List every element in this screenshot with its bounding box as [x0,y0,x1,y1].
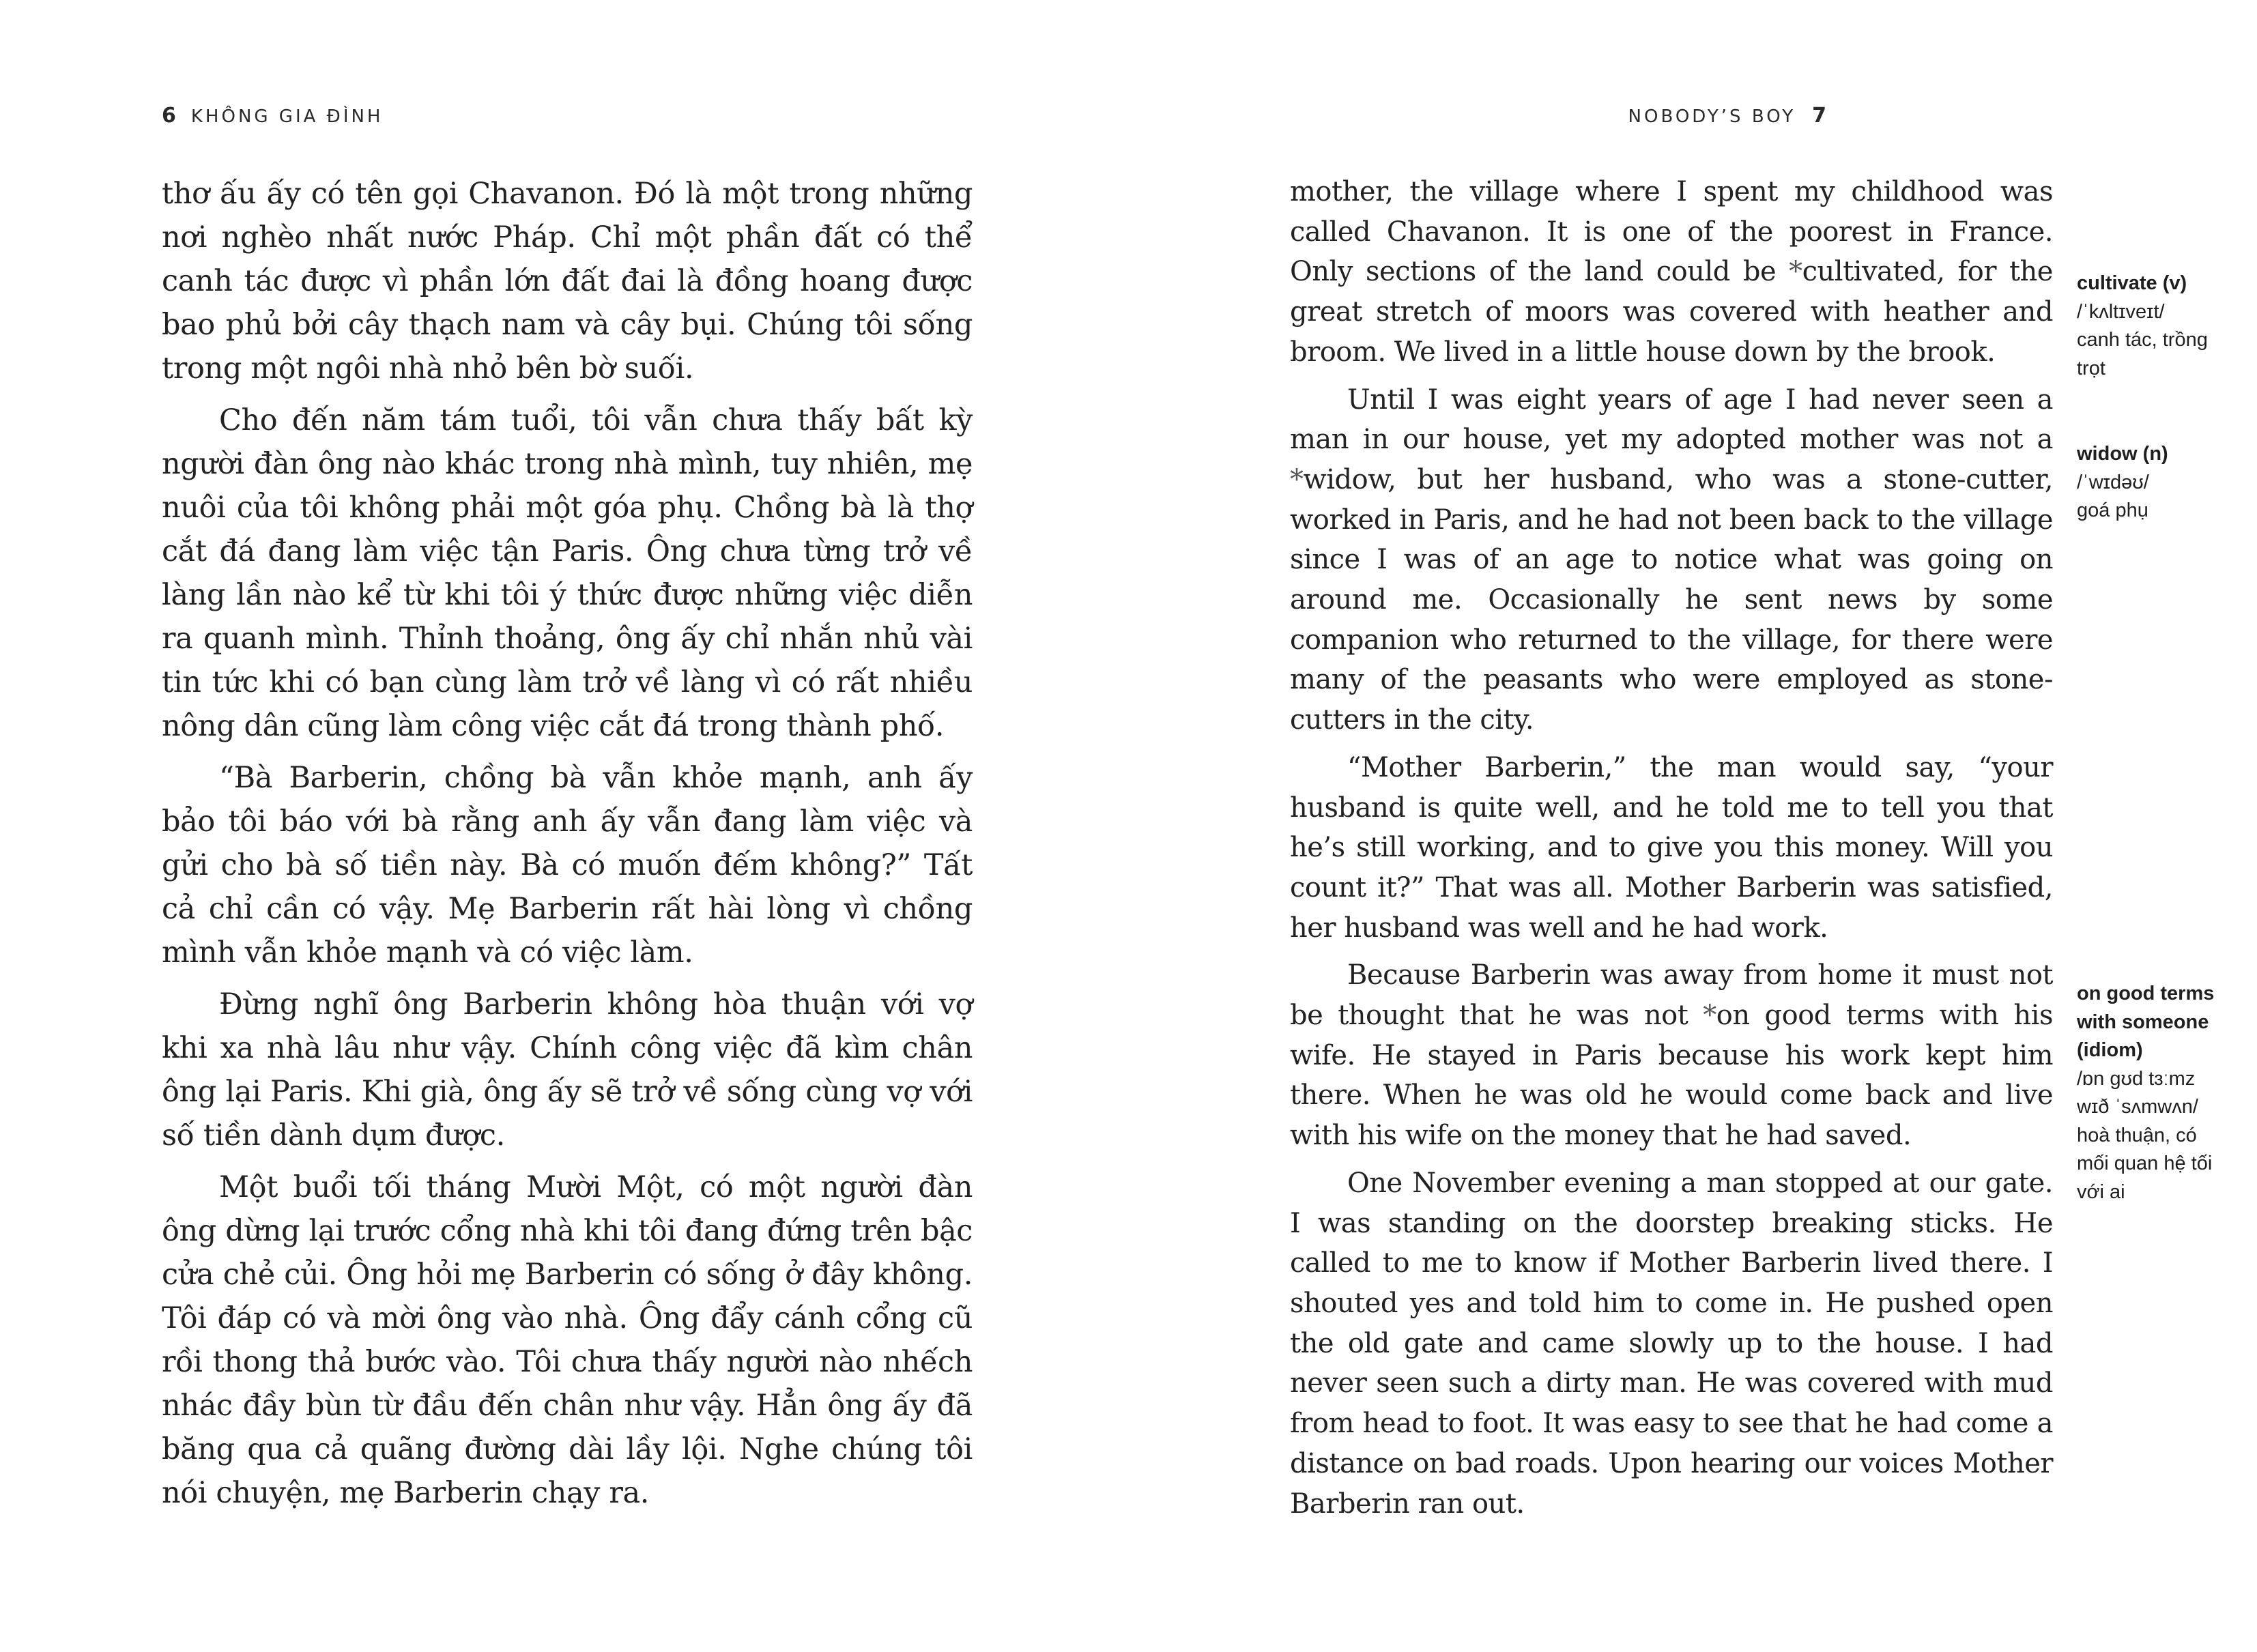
left-page [0,0,1128,1652]
right-running-title: NOBODY’S BOY [1628,106,1796,127]
glossary-marker: * [1789,256,1802,288]
left-paragraph-3: “Bà Barberin, chồng bà vẫn khỏe mạnh, anh ấy bảo tôi báo với bà rằng anh ấy vẫn đang làm việc và gửi cho bà số tiền này. Bà có muốn đếm không?” Tất cả chỉ cần có vậy. Mẹ Barberin rất hài lòng vì chồng mình vẫn khỏe mạnh và có việc làm. [162,761,973,970]
right-paragraph-2 [1290,380,2053,740]
glossary-meaning: canh tác, trồng trọt [2077,329,2208,379]
left-paragraph-5: Một buổi tối tháng Mười Một, có một người đàn ông dừng lại trước cổng nhà khi tôi đang đứng trên bậc cửa chẻ củi. Ông hỏi mẹ Barberin có sống ở đây không. Tôi đáp có và mời ông vào nhà. Ông đẩy cánh cổng cũ rồi thong thả bước vào. Tôi chưa thấy người nào nhếch nhác đầy bùn từ đầu đến chân như vậy. Hẳn ông ấy đã băng qua cả quãng đường dài lầy lội. Nghe chúng tôi nói chuyện, mẹ Barberin chạy ra. [162,1170,973,1510]
text-run: his wife. He stayed in Paris because his work kept him there. When he was old he would come back and live with his wife on the money that he had saved. [1290,1000,2054,1152]
glossary-ipa: /ˈkʌltɪveɪt/ [2077,300,2165,323]
left-page-number: 6 [162,104,176,128]
glossary-meaning: hoà thuận, có mối quan hệ tối với ai [2077,1124,2213,1203]
right-page-number: 7 [1812,104,1826,128]
text-run: Until I was eight years of age I had never seen a man in our house, yet my adopted mother was not a [1290,383,2053,456]
right-running-head [1628,104,1826,128]
glossary-term: cultivate (v) [2077,272,2187,294]
left-paragraph-1: thơ ấu ấy có tên gọi Chavanon. Đó là một trong những nơi nghèo nhất nước Pháp. Chỉ một phần đất có thể canh tác được vì phần lớn đất đai là đồng hoang được bao phủ bởi cây thạch nam và cây bụi. Chúng tôi sống trong một ngôi nhà nhỏ bên bờ suối. [162,177,973,386]
glossary-entry-cultivate [2077,270,2224,383]
left-running-head [162,104,383,128]
glossary-entry-on-good-terms [2077,980,2224,1206]
glossary-marker: * [1290,463,1304,495]
glossary-term: on good terms with someone (idiom) [2077,983,2215,1061]
glossed-word-widow: widow [1303,463,1388,495]
glossed-word-on-good-terms: on good terms with [1716,1000,1999,1032]
right-paragraph-5: One November evening a man stopped at our gate. I was standing on the doorstep breaking sticks. He called to me to know if Mother Barberin lived there. I shouted yes and told him to come in. He pushed open the old gate and came slowly up to the house. I had never seen such a dirty man. He was covered with mud from head to foot. It was easy to see that he had come a distance on bad roads. Upon hearing our voices Mother Barberin ran out. [1290,1167,2053,1520]
glossary-marker: * [1703,1000,1716,1032]
right-page [1128,0,2256,1652]
glossary-ipa: /ˈwɪdəʊ/ [2077,471,2149,493]
left-paragraph-2: Cho đến năm tám tuổi, tôi vẫn chưa thấy bất kỳ người đàn ông nào khác trong nhà mình, tuy nhiên, mẹ nuôi của tôi không phải một góa phụ. Chồng bà là thợ cắt đá đang làm việc tận Paris. Ông chưa từng trở về làng lần nào kể từ khi tôi ý thức được những việc diễn ra quanh mình. Thỉnh thoảng, ông ấy chỉ nhắn nhủ vài tin tức khi có bạn cùng làm trở về làng vì có rất nhiều nông dân cũng làm công việc cắt đá trong thành phố. [162,403,973,743]
left-running-title: KHÔNG GIA ĐÌNH [190,106,384,127]
text-run: mother, the village where I spent my childhood was called Chavanon. It is one of the poorest in France. Only sections of the land could be [1290,176,2053,288]
glossed-word-cultivated: cultivated [1802,256,1937,288]
right-paragraph-3: “Mother Barberin,” the man would say, “your husband is quite well, and he told me to tell you that he’s still working, and to give you this money. Will you count it?” That was all. Mother Barberin was satisfied, her husband was well and he had work. [1290,751,2053,944]
right-paragraph-4 [1290,955,2053,1156]
glossary-term: widow (n) [2077,443,2168,465]
text-run: , for the great stretch of moors was covered with heather and broom. We lived in a little house down by the brook. [1290,256,2053,368]
right-paragraph-1 [1290,172,2053,373]
text-run: , but her husband, who was a stone-cutter, worked in Paris, and he had not been back to the village since I was of an age to notice what was going on around me. Occasionally he sent news by some companion who returned to the village, for there were many of the peasants who were employed as stone-cutters in the city. [1290,463,2053,736]
glossary-meaning: goá phụ [2077,499,2148,521]
left-body-text [162,172,973,1523]
right-body-text [1290,172,2053,1531]
glossary-entry-widow [2077,440,2224,525]
left-paragraph-4: Đừng nghĩ ông Barberin không hòa thuận với vợ khi xa nhà lâu như vậy. Chính công việc đã kìm chân ông lại Paris. Khi già, ông ấy sẽ trở về sống cùng vợ với số tiền dành dụm được. [162,987,973,1153]
glossary-ipa: /ɒn ɡʊd tɜːmz wɪð ˈsʌmwʌn/ [2077,1067,2198,1118]
text-run: Because Barberin was away from home it must not be thought that he was not [1290,959,2053,1032]
